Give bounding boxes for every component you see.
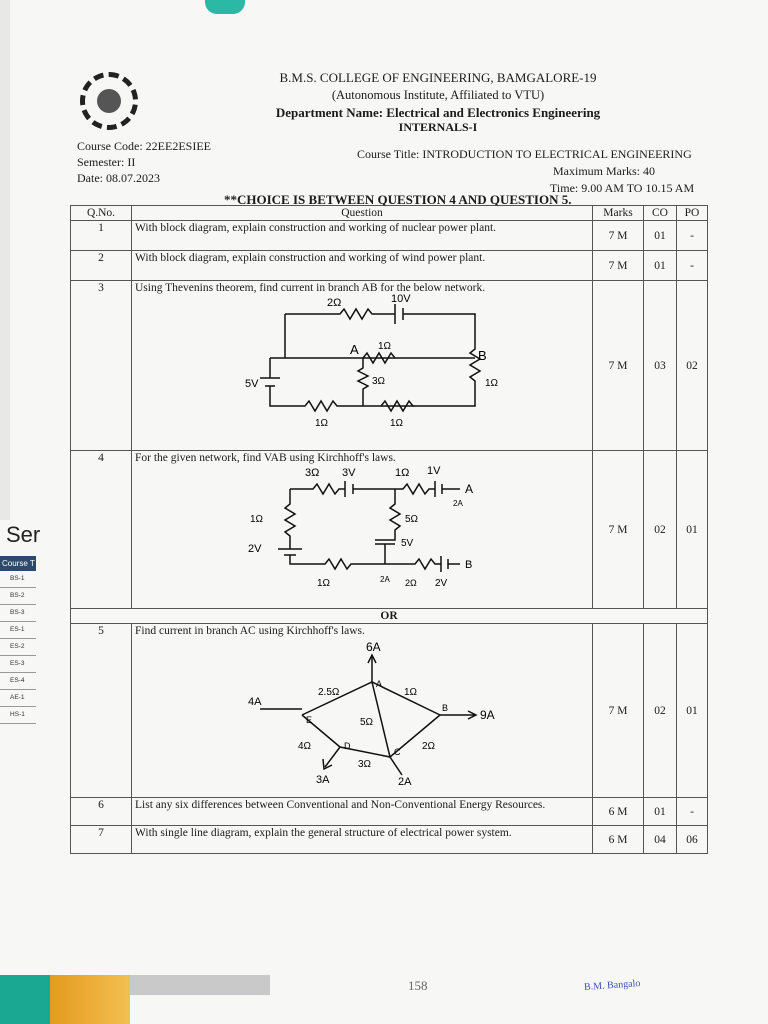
- label-r-br: 2Ω: [405, 578, 417, 588]
- side-item: BS-2: [0, 588, 36, 605]
- label-r-bot2: 1Ω: [390, 418, 404, 429]
- question-cell: List any six differences between Conventional and Non-Conventional Energy Resources.: [132, 798, 593, 826]
- po-cell: 01: [677, 624, 708, 798]
- label-v-mid: 5V: [401, 538, 414, 549]
- label-node-a: A: [465, 482, 474, 496]
- side-item: ES-3: [0, 656, 36, 673]
- label-node-d: D: [344, 741, 351, 751]
- col-co: CO: [644, 206, 677, 221]
- side-item: AE-1: [0, 690, 36, 707]
- label-v1: 3V: [342, 467, 356, 479]
- label-v-left: 2V: [248, 543, 262, 555]
- circuit-diagram-q3: [245, 293, 499, 434]
- table-row: [71, 826, 708, 854]
- table-row: [71, 624, 708, 798]
- marks-cell: 6 M: [593, 798, 644, 826]
- label-i-d: 3A: [316, 774, 330, 786]
- label-r-ed: 4Ω: [298, 741, 312, 752]
- label-node-a: A: [350, 342, 359, 357]
- label-r-ea: 2.5Ω: [318, 687, 340, 698]
- table-row: [71, 251, 708, 281]
- label-r-ab: 1Ω: [378, 341, 392, 352]
- qno-cell: 6: [71, 798, 132, 826]
- question-text: For the given network, find VAB using Kirchhoff's laws.: [135, 452, 396, 464]
- po-cell: 02: [677, 281, 708, 451]
- label-r-bc: 2Ω: [422, 741, 436, 752]
- label-i-left: 4A: [248, 696, 262, 708]
- circuit-diagram-q4: [245, 464, 485, 594]
- exam-name: INTERNALS-I: [398, 120, 478, 134]
- question-cell: With block diagram, explain construction and working of nuclear power plant.: [132, 221, 593, 251]
- question-cell: With block diagram, explain construction and working of wind power plant.: [132, 251, 593, 281]
- label-r-ac: 5Ω: [360, 717, 374, 728]
- label-v-br: 2V: [435, 578, 448, 589]
- marks-cell: 7 M: [593, 281, 644, 451]
- or-label: OR: [71, 609, 708, 624]
- background-object: [0, 975, 50, 1024]
- question-cell-with-diagram: [132, 281, 593, 451]
- department-name: Department Name: Electrical and Electronics Engineering: [275, 105, 601, 120]
- college-logo: [80, 72, 138, 130]
- table-row: [71, 451, 708, 609]
- question-cell-with-diagram: [132, 451, 593, 609]
- qno-cell: 7: [71, 826, 132, 854]
- max-marks: Maximum Marks: 40: [553, 164, 655, 178]
- label-i-bot: 2A: [380, 575, 390, 584]
- col-question: Question: [132, 206, 593, 221]
- qno-cell: 2: [71, 251, 132, 281]
- or-row: [71, 609, 708, 624]
- qno-cell: 5: [71, 624, 132, 798]
- label-i-c: 2A: [398, 776, 412, 788]
- exam-date: Date: 08.07.2023: [77, 171, 160, 185]
- page-edge: [0, 0, 10, 520]
- page-number: 158: [408, 978, 428, 993]
- co-cell: 04: [644, 826, 677, 854]
- col-po: PO: [677, 206, 708, 221]
- side-panel: [0, 522, 41, 724]
- background-object: [205, 0, 245, 14]
- po-cell: 06: [677, 826, 708, 854]
- question-cell-with-diagram: [132, 624, 593, 798]
- course-title: Course Title: INTRODUCTION TO ELECTRICAL ENGINEERING: [357, 147, 692, 161]
- marks-cell: 7 M: [593, 451, 644, 609]
- qno-cell: 1: [71, 221, 132, 251]
- label-node-a: A: [376, 679, 383, 689]
- side-panel-title: Ser: [6, 522, 41, 547]
- semester: Semester: II: [77, 155, 136, 169]
- marks-cell: 7 M: [593, 221, 644, 251]
- question-text: Using Thevenins theorem, find current in branch AB for the below network.: [135, 282, 486, 294]
- marks-cell: 7 M: [593, 251, 644, 281]
- co-cell: 03: [644, 281, 677, 451]
- co-cell: 02: [644, 624, 677, 798]
- college-affiliation: (Autonomous Institute, Affiliated to VTU): [331, 88, 545, 102]
- exam-time: Time: 9.00 AM TO 10.15 AM: [550, 181, 695, 195]
- side-panel-header: Course T: [0, 556, 36, 571]
- label-r-right: 1Ω: [485, 378, 499, 389]
- side-item: BS-1: [0, 571, 36, 588]
- label-v-left: 5V: [245, 378, 259, 390]
- label-r-mid: 5Ω: [405, 514, 419, 525]
- qno-cell: 3: [71, 281, 132, 451]
- background-object: [50, 975, 130, 1024]
- side-item: BS-3: [0, 605, 36, 622]
- course-code: Course Code: 22EE2ESIEE: [77, 139, 211, 153]
- table-row: [71, 281, 708, 451]
- side-item: ES-4: [0, 673, 36, 690]
- label-node-b: B: [465, 559, 473, 571]
- label-v2: 1V: [427, 465, 441, 477]
- co-cell: 01: [644, 221, 677, 251]
- label-r2: 1Ω: [395, 467, 410, 479]
- label-node-b: B: [442, 703, 449, 713]
- co-cell: 01: [644, 251, 677, 281]
- stamp: B.M. Bangalo: [583, 978, 641, 993]
- side-item: HS-1: [0, 707, 36, 724]
- label-i-a: 2A: [453, 499, 463, 508]
- col-marks: Marks: [593, 206, 644, 221]
- po-cell: -: [677, 251, 708, 281]
- label-i-right: 9A: [480, 708, 495, 722]
- question-cell: With single line diagram, explain the general structure of electrical power system.: [132, 826, 593, 854]
- question-text: Find current in branch AC using Kirchhoff's laws.: [135, 625, 365, 637]
- po-cell: -: [677, 221, 708, 251]
- label-node-b: B: [478, 348, 487, 363]
- col-qno: Q.No.: [71, 206, 132, 221]
- label-i-top: 6A: [366, 640, 381, 654]
- label-v-top: 10V: [391, 293, 411, 305]
- table-row: [71, 798, 708, 826]
- po-cell: 01: [677, 451, 708, 609]
- background-object: [130, 975, 270, 995]
- marks-cell: 6 M: [593, 826, 644, 854]
- label-r-top: 2Ω: [327, 297, 342, 309]
- label-node-e: E: [306, 715, 313, 725]
- marks-cell: 7 M: [593, 624, 644, 798]
- label-r-bot: 1Ω: [317, 578, 331, 589]
- co-cell: 02: [644, 451, 677, 609]
- circuit-diagram-q5: [230, 637, 510, 787]
- question-table: [70, 205, 708, 854]
- label-node-c: C: [394, 747, 401, 757]
- label-r-ab: 1Ω: [404, 687, 418, 698]
- side-item: ES-2: [0, 639, 36, 656]
- label-r-dc: 3Ω: [358, 759, 372, 770]
- label-r-mid: 3Ω: [372, 376, 386, 387]
- label-r1: 3Ω: [305, 467, 320, 479]
- table-header-row: [71, 206, 708, 221]
- qno-cell: 4: [71, 451, 132, 609]
- label-r-left: 1Ω: [250, 514, 264, 525]
- co-cell: 01: [644, 798, 677, 826]
- table-row: [71, 221, 708, 251]
- label-r-bot1: 1Ω: [315, 418, 329, 429]
- po-cell: -: [677, 798, 708, 826]
- college-name: B.M.S. COLLEGE OF ENGINEERING, BAMGALORE-19: [279, 70, 597, 85]
- side-item: ES-1: [0, 622, 36, 639]
- choice-note: **CHOICE IS BETWEEN QUESTION 4 AND QUESTION 5.: [224, 192, 572, 207]
